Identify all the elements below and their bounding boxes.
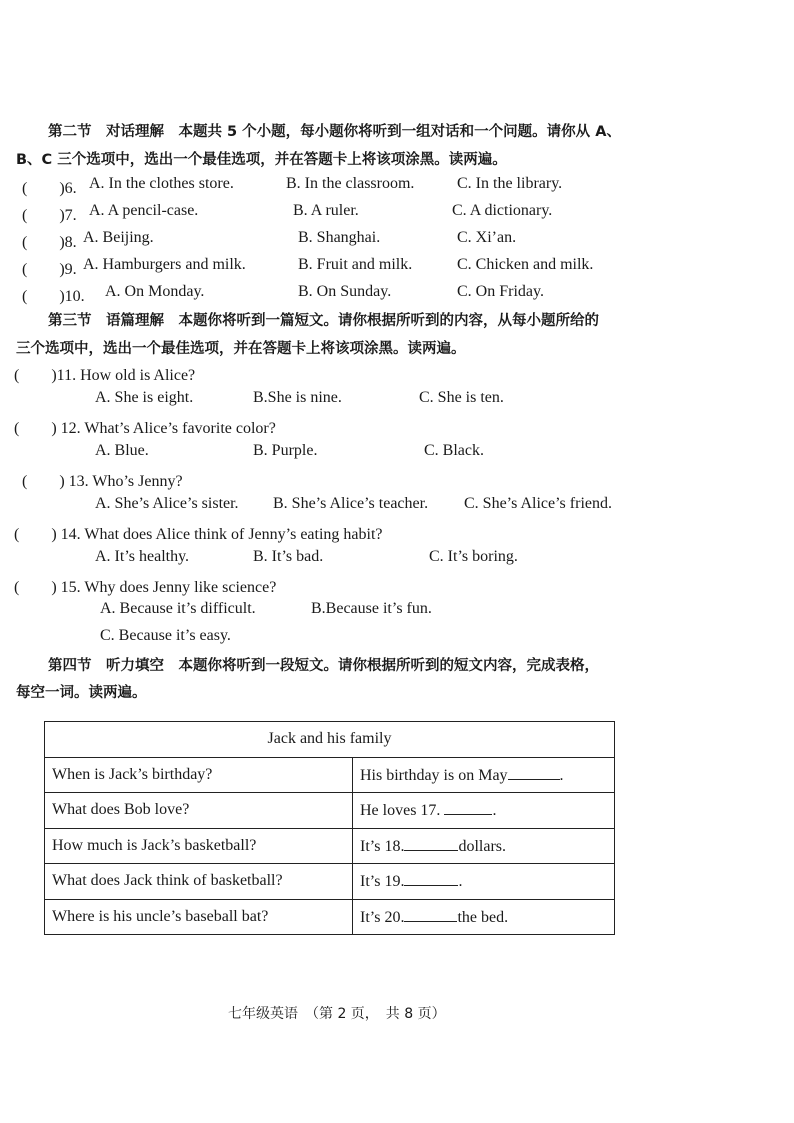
question-number: ( )6. [22, 180, 77, 197]
option-c: C. It’s boring. [429, 548, 518, 565]
page-footer: 七年级英语 （第 2 页， 共 8 页） [228, 1006, 446, 1022]
option-a: A. Beijing. [83, 229, 154, 246]
answer-prefix: He loves 17. [360, 802, 441, 820]
table-answer [353, 864, 615, 900]
table-question: When is Jack’s birthday? [45, 757, 353, 793]
section2-instruction-line1: 第二节 对话理解 本题共 5 个小题，每小题你将听到一组对话和一个问题。请你从 A、 [48, 124, 621, 140]
option-a: A. She is eight. [95, 389, 194, 406]
table-question: How much is Jack’s basketball? [45, 828, 353, 864]
option-c: C. A dictionary. [452, 202, 553, 219]
answer-prefix: It’s 18. [360, 837, 405, 855]
answer-prefix: It’s 19. [360, 873, 405, 891]
option-a: A. Blue. [95, 442, 149, 459]
section3-instruction-line2: 三个选项中，选出一个最佳选项，并在答题卡上将该项涂黑。读两遍。 [16, 341, 466, 357]
question-stem: ( ) 12. What’s Alice’s favorite color? [14, 420, 276, 437]
question-stem: ( ) 15. Why does Jenny like science? [14, 579, 277, 596]
option-b: B. In the classroom. [286, 175, 415, 192]
option-c: C. Because it’s easy. [100, 627, 231, 644]
table-row [45, 757, 615, 793]
table-answer [353, 793, 615, 829]
answer-blank[interactable] [404, 871, 458, 886]
option-a: A. A pencil-case. [89, 202, 199, 219]
option-b: B. She’s Alice’s teacher. [273, 495, 429, 512]
option-c: C. In the library. [457, 175, 563, 192]
question-number: ( )9. [22, 261, 77, 278]
table-row [45, 899, 615, 935]
section3-instruction-line1: 第三节 语篇理解 本题你将听到一篇短文。请你根据所听到的内容，从每小题所给的 [48, 313, 599, 329]
option-a: A. In the clothes store. [89, 175, 234, 192]
question-number: ( )10. [22, 288, 85, 305]
table-question: Where is his uncle’s baseball bat? [45, 899, 353, 935]
option-a: A. It’s healthy. [95, 548, 190, 565]
question-stem: ( )11. How old is Alice? [14, 367, 196, 384]
answer-prefix: It’s 20. [360, 908, 405, 926]
answer-suffix: dollars. [458, 837, 506, 855]
table-row [45, 793, 615, 829]
option-b: B. Shanghai. [298, 229, 381, 246]
option-a: A. Hamburgers and milk. [83, 256, 246, 273]
question-stem: ( ) 13. Who’s Jenny? [22, 473, 183, 490]
table-answer [353, 899, 615, 935]
table-question: What does Jack think of basketball? [45, 864, 353, 900]
option-b: B. Fruit and milk. [298, 256, 413, 273]
section4-instruction-line1: 第四节 听力填空 本题你将听到一段短文。请你根据所听到的短文内容，完成表格， [48, 658, 599, 674]
table-answer [353, 757, 615, 793]
question-number: ( )8. [22, 234, 77, 251]
option-c: C. On Friday. [457, 283, 544, 300]
option-b: B. It’s bad. [253, 548, 324, 565]
answer-table [44, 721, 615, 935]
option-c: C. Xi’an. [457, 229, 517, 246]
answer-blank[interactable] [404, 907, 457, 922]
table-row [45, 864, 615, 900]
option-a: A. She’s Alice’s sister. [95, 495, 239, 512]
section4-instruction-line2: 每空一词。读两遍。 [16, 685, 147, 701]
question-stem: ( ) 14. What does Alice think of Jenny’s eating habit? [14, 526, 383, 543]
answer-suffix: . [458, 873, 463, 891]
answer-blank[interactable] [508, 765, 560, 780]
table-answer [353, 828, 615, 864]
option-b: B. A ruler. [293, 202, 359, 219]
section2-instruction-line2: B、C 三个选项中，选出一个最佳选项，并在答题卡上将该项涂黑。读两遍。 [16, 152, 507, 168]
option-c: C. She is ten. [419, 389, 504, 406]
option-a: A. On Monday. [105, 283, 205, 300]
table-title-row [45, 722, 615, 758]
table-question: What does Bob love? [45, 793, 353, 829]
answer-suffix: the bed. [457, 908, 509, 926]
answer-suffix: . [492, 802, 497, 820]
option-c: C. She’s Alice’s friend. [464, 495, 612, 512]
option-c: C. Chicken and milk. [457, 256, 594, 273]
answer-suffix: . [559, 766, 564, 784]
option-b: B. Purple. [253, 442, 318, 459]
table-row [45, 828, 615, 864]
question-number: ( )7. [22, 207, 77, 224]
option-a: A. Because it’s difficult. [100, 600, 256, 617]
answer-blank[interactable] [404, 836, 458, 851]
option-b: B.She is nine. [253, 389, 342, 406]
option-b: B.Because it’s fun. [311, 600, 432, 617]
table-title: Jack and his family [45, 722, 615, 758]
answer-prefix: His birthday is on May [360, 766, 508, 784]
option-c: C. Black. [424, 442, 484, 459]
option-b: B. On Sunday. [298, 283, 392, 300]
answer-blank[interactable] [444, 800, 492, 815]
